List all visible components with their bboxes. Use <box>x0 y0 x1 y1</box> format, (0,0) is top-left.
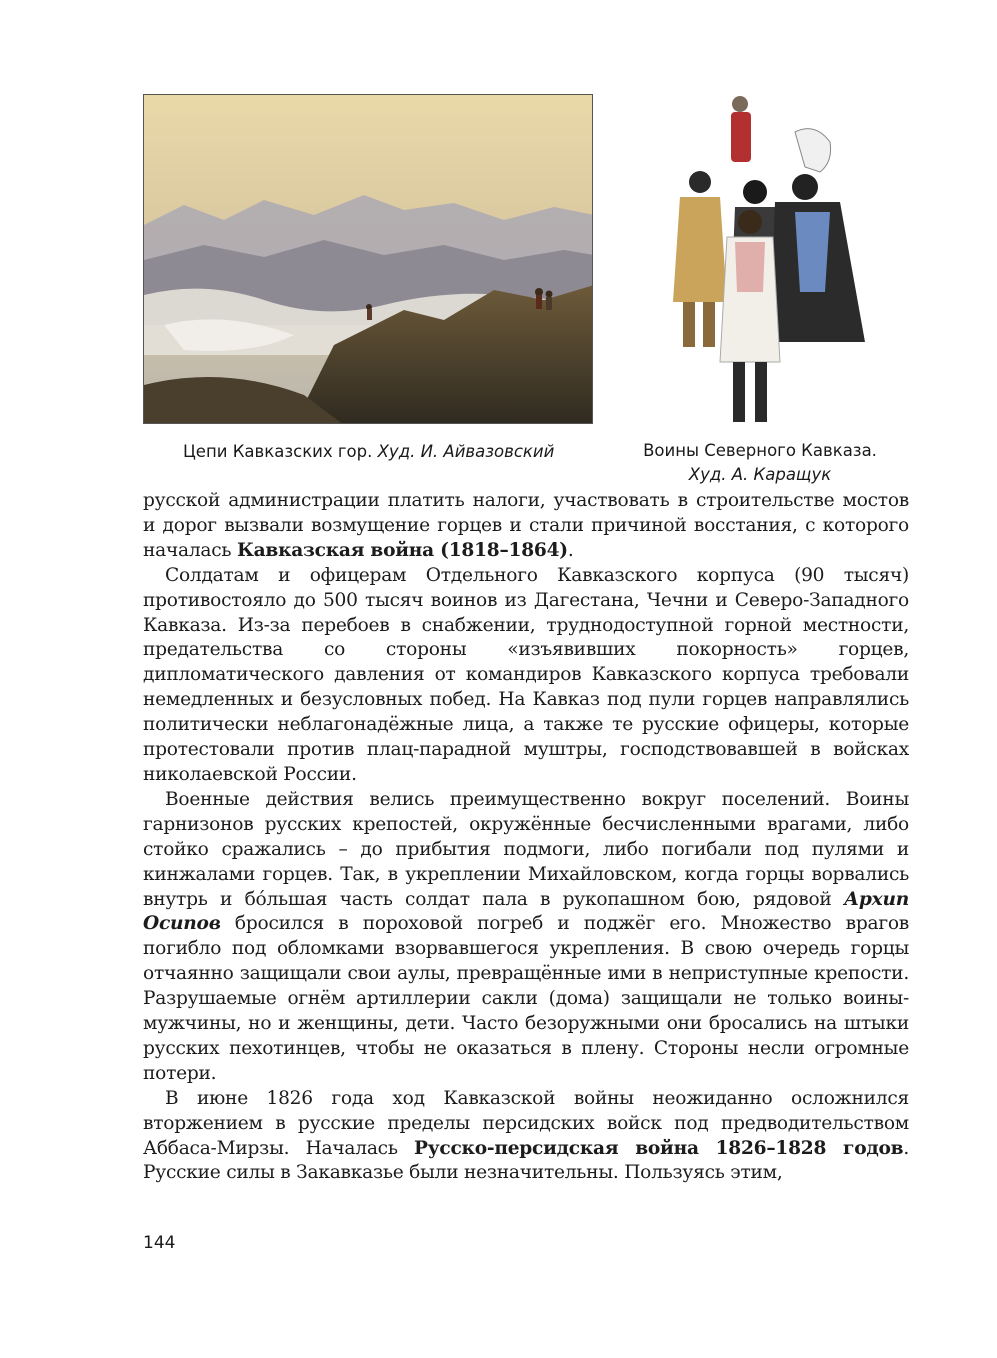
paragraph-4-before: В июне 1826 года ход Кавказской войны неожиданно осложнился вторжением в русские пределы персидских войск под предводительством Аббаса-Мирзы. Началась <box>143 1087 909 1159</box>
warriors-caption-text: Воины Северного Кавказа. <box>643 441 877 460</box>
paragraph-3-before: Военные действия велись преимущественно вокруг поселений. Воины гарнизонов русских крепостей, окружённые бесчисленными врагами, либо стойко сражались – до прибытия подмоги, либо погибали под пулями и кинжалами горцев. Так, в укреплении Михайловском, когда горцы ворвались внутрь и бо́льшая часть солдат пала в рукопашном бою, рядовой <box>143 788 909 910</box>
paragraph-1 <box>143 489 909 564</box>
paragraph-1-end: . <box>567 539 574 561</box>
main-text <box>143 489 909 1186</box>
warriors-figures <box>655 92 875 428</box>
paragraph-3 <box>143 788 909 1087</box>
paragraph-2: Солдатам и офицерам Отдельного Кавказского корпуса (90 тысяч) противостояло до 500 тысяч воинов из Дагестана, Чечни и Северо-Западного Кавказа. Из-за перебоев в снабжении, труднодоступной горной местности, предательства со стороны «изъявивших покорность» горцев, дипломатического давления от командиров Кавказского корпуса требовали немедленных и безусловных побед. На Кавказ под пули горцев направлялись политически неблагонадёжные лица, а также те русские офицеры, которые протестовали против плац-парадной муштры, господствовавшей в войсках николаевской России. <box>143 564 909 785</box>
warriors-caption-author: Худ. А. Каращук <box>688 465 832 484</box>
term-russo-persian-war: Русско-персидская война 1826–1828 годов <box>414 1137 904 1159</box>
paragraph-4-after: . Русские силы в Закавказье были незначительны. Пользуясь этим, <box>143 1137 909 1184</box>
term-caucasian-war: Кавказская война (1818–1864) <box>236 539 568 561</box>
paragraph-3-after: бросился в пороховой погреб и поджёг его. Множество врагов погибло под обломками взорвавшегося укрепления. В свою очередь горцы отчаянно защищали свои аулы, превращённые ими в неприступные крепости. Разрушаемые огнём артиллерии сакли (дома) защищали не только воины-мужчины, но и женщины, дети. Часто безоружными они бросались на штыки русских пехотинцев, чтобы не оказаться в плену. Стороны несли огромные потери. <box>143 913 909 1084</box>
painting-caption-author: Худ. И. Айвазовский <box>377 442 555 461</box>
painting-caption-text: Цепи Кавказских гор. <box>183 442 378 461</box>
painting-caucasus-mountains <box>143 94 593 424</box>
warriors-caption <box>620 439 900 487</box>
landscape-illustration <box>144 95 593 424</box>
name-arkhip-osipov: Архип Осипов <box>143 888 909 935</box>
warriors-illustration <box>655 92 875 428</box>
page-number: 144 <box>143 1233 176 1253</box>
painting-caption <box>183 440 554 464</box>
paragraph-1-text: русской администрации платить налоги, участвовать в строительстве мостов и дорог вызвали возмущение горцев и стали причиной восстания, с которого началась <box>143 490 909 561</box>
paragraph-4 <box>143 1087 909 1187</box>
